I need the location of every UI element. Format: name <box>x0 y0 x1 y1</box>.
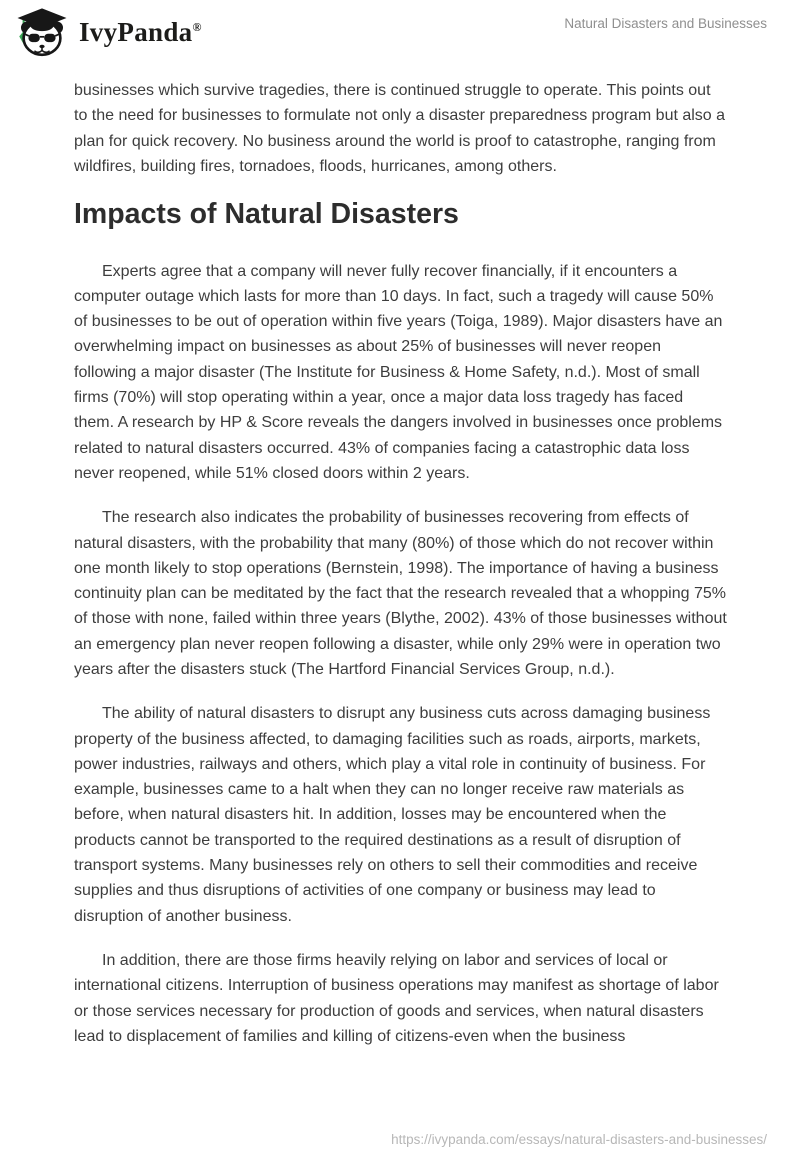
document-title: Natural Disasters and Businesses <box>564 16 767 31</box>
essay-body <box>0 66 800 1049</box>
paragraph-intro: businesses which survive tragedies, there is continued struggle to operate. This points out to the need for businesses to formulate not only a disaster preparedness program but also a plan for quick recovery. No business around the world is proof to catastrophe, ranging from wildfires, building fires, tornadoes, floods, hurricanes, among others. <box>74 82 726 175</box>
brand-wordmark: IvyPanda® <box>79 16 202 47</box>
paragraph: The ability of natural disasters to disrupt any business cuts across damaging business property of the business affected, to damaging facilities such as roads, airports, markets, power industries, railways and others, which play a vital role in continuity of business. For example, businesses came to a halt when they can no longer receive raw materials as before, when natural disasters hit. In addition, losses may be encountered when the products cannot be transported to the required destinations as a result of disruption of transport systems. Many businesses rely on others to sell their commodities and receive supplies and thus disruptions of activities of one company or business may lead to disruption of another business. <box>74 705 711 925</box>
paragraph: The research also indicates the probability of businesses recovering from effects of natural disasters, with the probability that many (80%) of those which do not recover within one month likely to stop operations (Bernstein, 1998). The importance of having a business continuity plan can be meditated by the fact that the research revealed that a whopping 75% of those with none, failed within three years (Blythe, 2002). 43% of those businesses without an emergency plan never reopen following a disaster, while only 29% were in operation two years after the disasters stuck (The Hartford Financial Services Group, n.d.). <box>74 509 727 678</box>
ivypanda-brand <box>14 6 202 58</box>
registered-trademark: ® <box>192 19 202 34</box>
footer-url-link[interactable]: https://ivypanda.com/essays/natural-disasters-and-businesses/ <box>391 1132 767 1147</box>
panda-graduation-cap-icon <box>14 6 70 58</box>
paragraph: In addition, there are those firms heavily relying on labor and services of local or international citizens. Interruption of business operations may manifest as shortage of labor or those services necessary for production of goods and services, when natural disasters lead to displacement of families and killing of citizens-even when the business <box>74 951 719 1045</box>
page-footer <box>391 1132 767 1147</box>
paragraph: Experts agree that a company will never fully recover financially, if it encounters a computer outage which lasts for more than 10 days. In fact, such a tragedy will cause 50% of businesses to be out of operation within five years (Toiga, 1989). Major disasters have an overwhelming impact on businesses as about 25% of businesses will never reopen following a major disaster (The Institute for Business & Home Safety, n.d.). Most of small firms (70%) will stop operating within a year, once a major data loss tragedy has faced them. A research by HP & Score reveals the dangers involved in businesses once problems related to natural disasters occurred. 43% of companies facing a catastrophic data loss never reopened, while 51% closed doors within 2 years. <box>74 262 723 482</box>
section-heading: Impacts of Natural Disasters <box>74 198 459 231</box>
page-header <box>0 0 800 66</box>
